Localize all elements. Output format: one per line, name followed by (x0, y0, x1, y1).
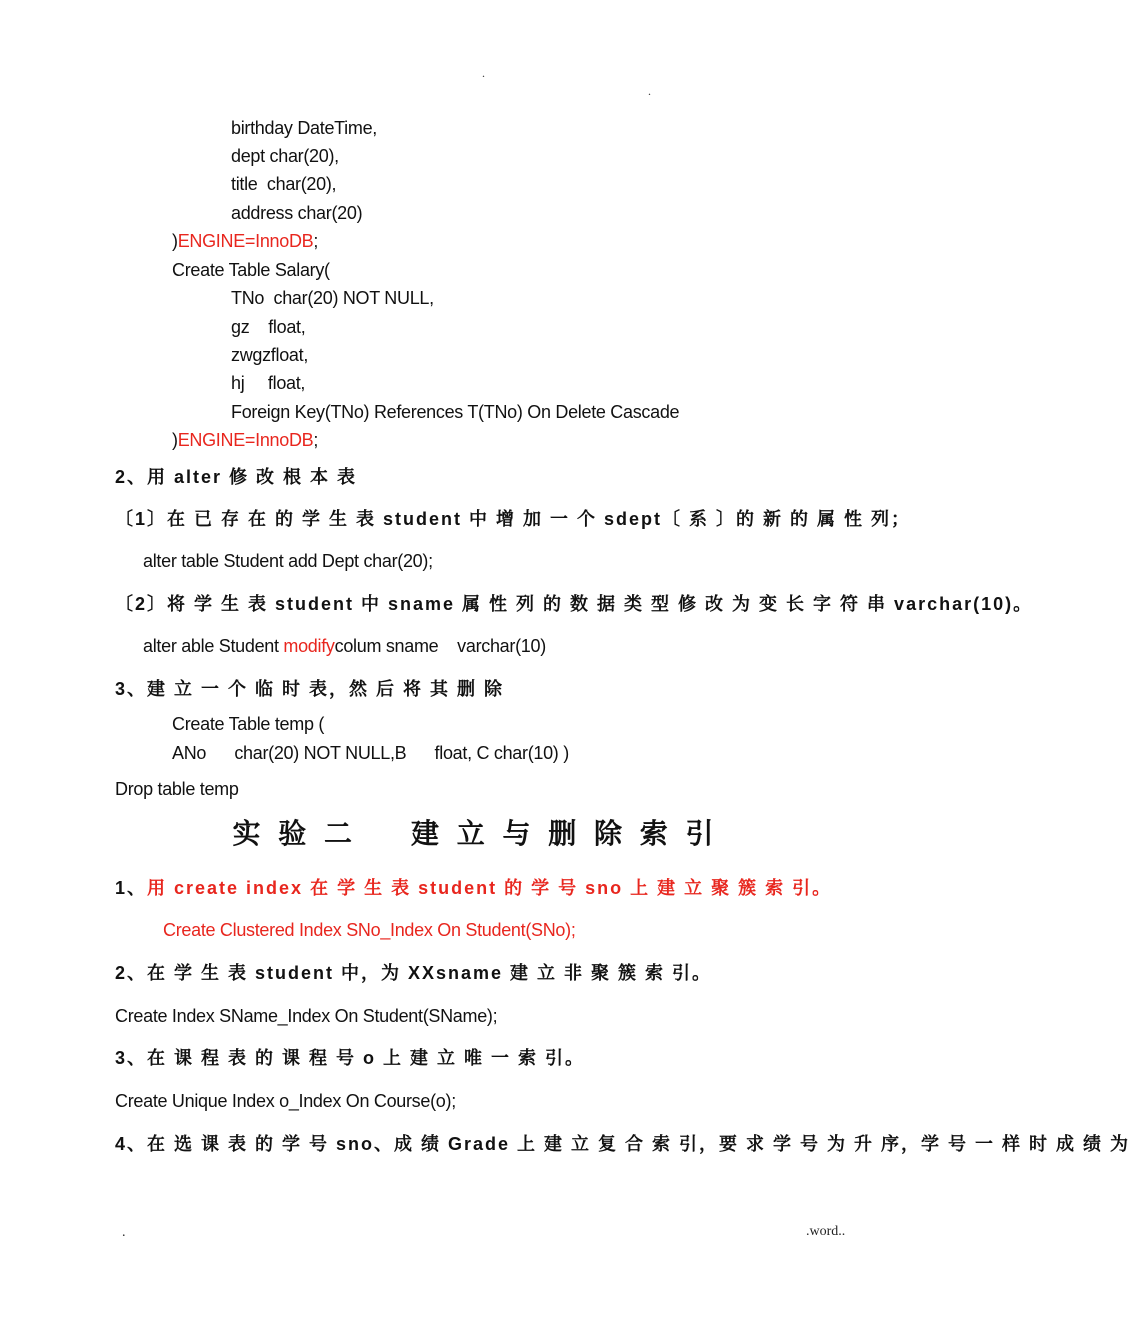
paren: ) (172, 430, 178, 450)
code-title: title char(20), (231, 174, 337, 194)
code-dept: dept char(20), (231, 146, 339, 166)
section-2-heading: 2、用 alter 修 改 根 本 表 (115, 467, 358, 487)
code-tno: TNo char(20) NOT NULL, (231, 288, 434, 308)
footer-dot: . (122, 1225, 126, 1240)
section-2-item-2-code (143, 634, 546, 658)
code-engine-line-2 (172, 428, 318, 452)
semicolon: ; (313, 430, 319, 450)
section-2-item-1: 〔1〕在 已 存 在 的 学 生 表 student 中 增 加 一 个 sdept〔 系 〕的 新 的 属 性 列； (115, 509, 912, 529)
code-part-c: colum sname varchar(10) (334, 636, 546, 656)
experiment-2-title: 实 验 二 建 立 与 删 除 索 引 (232, 817, 718, 850)
section-3-heading: 3、建 立 一 个 临 时 表，然 后 将 其 删 除 (115, 679, 505, 699)
code-zwgz: zwgzfloat, (231, 345, 309, 365)
code-part-modify: modify (283, 636, 335, 656)
semicolon: ; (313, 231, 319, 251)
exp2-q2-code: Create Index SName_Index On Student(SName); (115, 1006, 498, 1026)
exp2-q3-code: Create Unique Index o_Index On Course(o); (115, 1091, 456, 1111)
section-3-code-1: Create Table temp ( (172, 714, 325, 734)
code-gz: gz float, (231, 317, 306, 337)
footer-word: .word.. (806, 1224, 846, 1239)
code-address: address char(20) (231, 203, 363, 223)
section-3-code-3: Drop table temp (115, 779, 239, 799)
engine-keyword: ENGINE=InnoDB (177, 430, 314, 450)
header-dot-left: . (482, 66, 485, 80)
section-2-item-2: 〔2〕将 学 生 表 student 中 sname 属 性 列 的 数 据 类 型 修 改 为 变 长 字 符 串 varchar(10)。 (115, 594, 1034, 614)
code-foreign-key: Foreign Key(TNo) References T(TNo) On Delete Cascade (231, 402, 680, 422)
section-3-code-2: ANo char(20) NOT NULL,B float, C char(10) ) (172, 743, 569, 763)
exp2-q3: 3、在 课 程 表 的 课 程 号 o 上 建 立 唯 一 索 引。 (115, 1048, 586, 1068)
exp2-q1-code: Create Clustered Index SNo_Index On Student(SNo); (163, 920, 576, 940)
header-dot-right: . (648, 84, 651, 98)
engine-keyword: ENGINE=InnoDB (177, 231, 314, 251)
section-2-item-1-code: alter table Student add Dept char(20); (143, 551, 433, 571)
paren: ) (172, 231, 178, 251)
exp2-q1 (115, 876, 832, 900)
code-birthday: birthday DateTime, (231, 118, 377, 138)
code-engine-line-1 (172, 229, 318, 253)
code-hj: hj float, (231, 373, 306, 393)
code-create-salary: Create Table Salary( (172, 260, 330, 280)
exp2-q4: 4、在 选 课 表 的 学 号 sno、成 绩 Grade 上 建 立 复 合 索 引，要 求 学 号 为 升 序，学 号 一 样 时 成 绩 为 (115, 1134, 1130, 1154)
code-part-a: alter able Student (143, 636, 284, 656)
q1-text: 用 create index 在 学 生 表 student 的 学 号 sno 上 建 立 聚 簇 索 引。 (147, 878, 833, 898)
exp2-q2: 2、在 学 生 表 student 中，为 XXsname 建 立 非 聚 簇 索 引。 (115, 963, 713, 983)
q1-number: 1、 (115, 878, 148, 898)
